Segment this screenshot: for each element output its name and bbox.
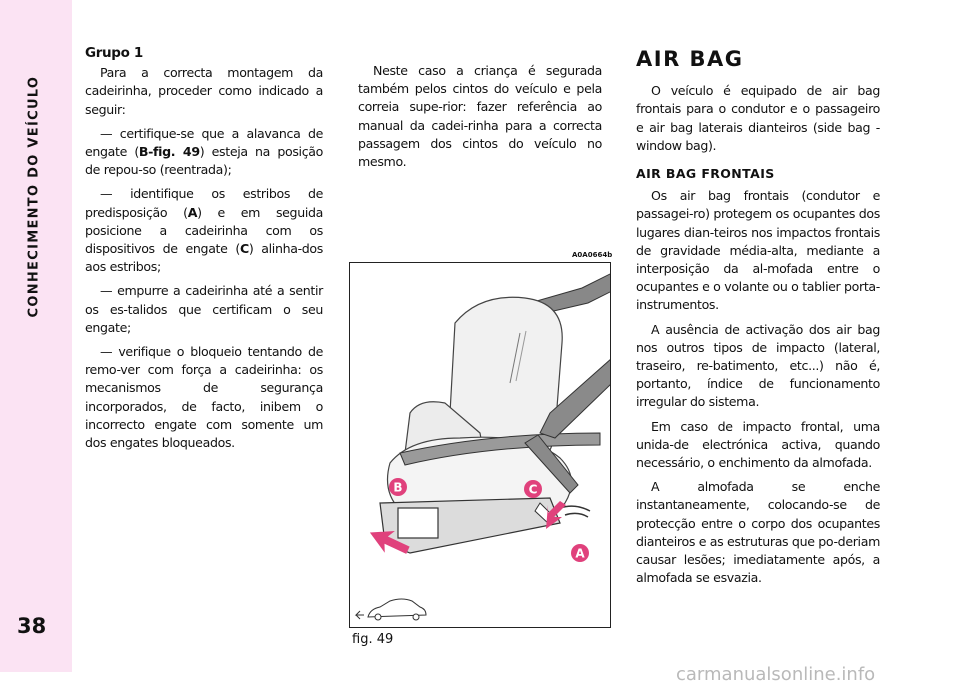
section-title xyxy=(27,298,42,318)
column-3 xyxy=(636,47,880,593)
figure-reference: B-fig. 49 xyxy=(138,144,200,160)
label-a: A xyxy=(575,546,585,561)
column-1 xyxy=(85,44,323,458)
paragraph: — empurre a cadeirinha até a sentir os es-talidos que certificam o seu engate; xyxy=(85,283,323,335)
figure-49-illustration xyxy=(349,262,611,628)
paragraph: Os air bag frontais (condutor e passagei-ro) protegem os ocupantes dos lugares dian-teiros nos impactos frontais de gravidade média-alta, mediante a interposição da al-mofada entre o ocupantes e o volante ou o tablier porta-instrumentos. xyxy=(636,188,880,313)
subheading: AIR BAG FRONTAIS xyxy=(636,166,775,182)
paragraph: A almofada se enche instantaneamente, colocando-se de protecção entre o corpo dos ocupantes dianteiros e as estruturas que po-deriam causar lesões; imediatamente após, a almofada se esvazia. xyxy=(636,479,880,586)
paragraph: Em caso de impacto frontal, uma unida-de electrónica activa, quando necessário, o enchimento da almofada. xyxy=(636,418,880,471)
section-heading: AIR BAG xyxy=(636,47,744,71)
figure-code: A0A0664b xyxy=(572,251,613,259)
figure-caption: fig. 49 xyxy=(352,632,394,647)
label-b: B xyxy=(393,480,403,495)
paragraph: Para a correcta montagem da cadeirinha, proceder como indicado a seguir: xyxy=(85,65,323,117)
group-heading: Grupo 1 xyxy=(85,45,143,61)
child-seat-drawing xyxy=(350,263,611,628)
paragraph: Neste caso a criança é segurada também pelos cintos do veículo e pela correia supe-rior: fazer referência ao manual da cadei-rinha para a correcta passagem dos cintos do veículo no mesmo. xyxy=(358,63,602,170)
label-c: C xyxy=(528,482,538,497)
paragraph: — verifique o bloqueio tentando de remo-ver com força a cadeirinha: os mecanismos de segurança incorporados, de facto, inibem o incorrecto engate com somente um dos engates bloqueados. xyxy=(85,344,323,451)
direction-arrow-icon xyxy=(356,611,364,619)
paragraph: — certifique-se que a alavanca de engate (B-fig. 49) esteja na posição de repou-so (reentrada); xyxy=(85,125,323,178)
watermark: carmanualsonline.info xyxy=(676,664,876,685)
paragraph: A ausência de activação dos air bag nos outros tipos de impacto (lateral, traseiro, re-batimento, etc...) não é, portanto, índice de funcionamento irregular do sistema. xyxy=(636,321,880,410)
paragraph: O veículo é equipado de air bag frontais para o condutor e o passageiro e air bag laterais dianteiros (side bag - window bag). xyxy=(636,83,880,153)
column-2 xyxy=(358,62,602,177)
paragraph: — identifique os estribos de predisposição (A) e em seguida posicione a cadeirinha com os dispositivos de engate (C) alinha-dos aos estribos; xyxy=(85,186,323,275)
page-number: 38 xyxy=(17,614,47,638)
